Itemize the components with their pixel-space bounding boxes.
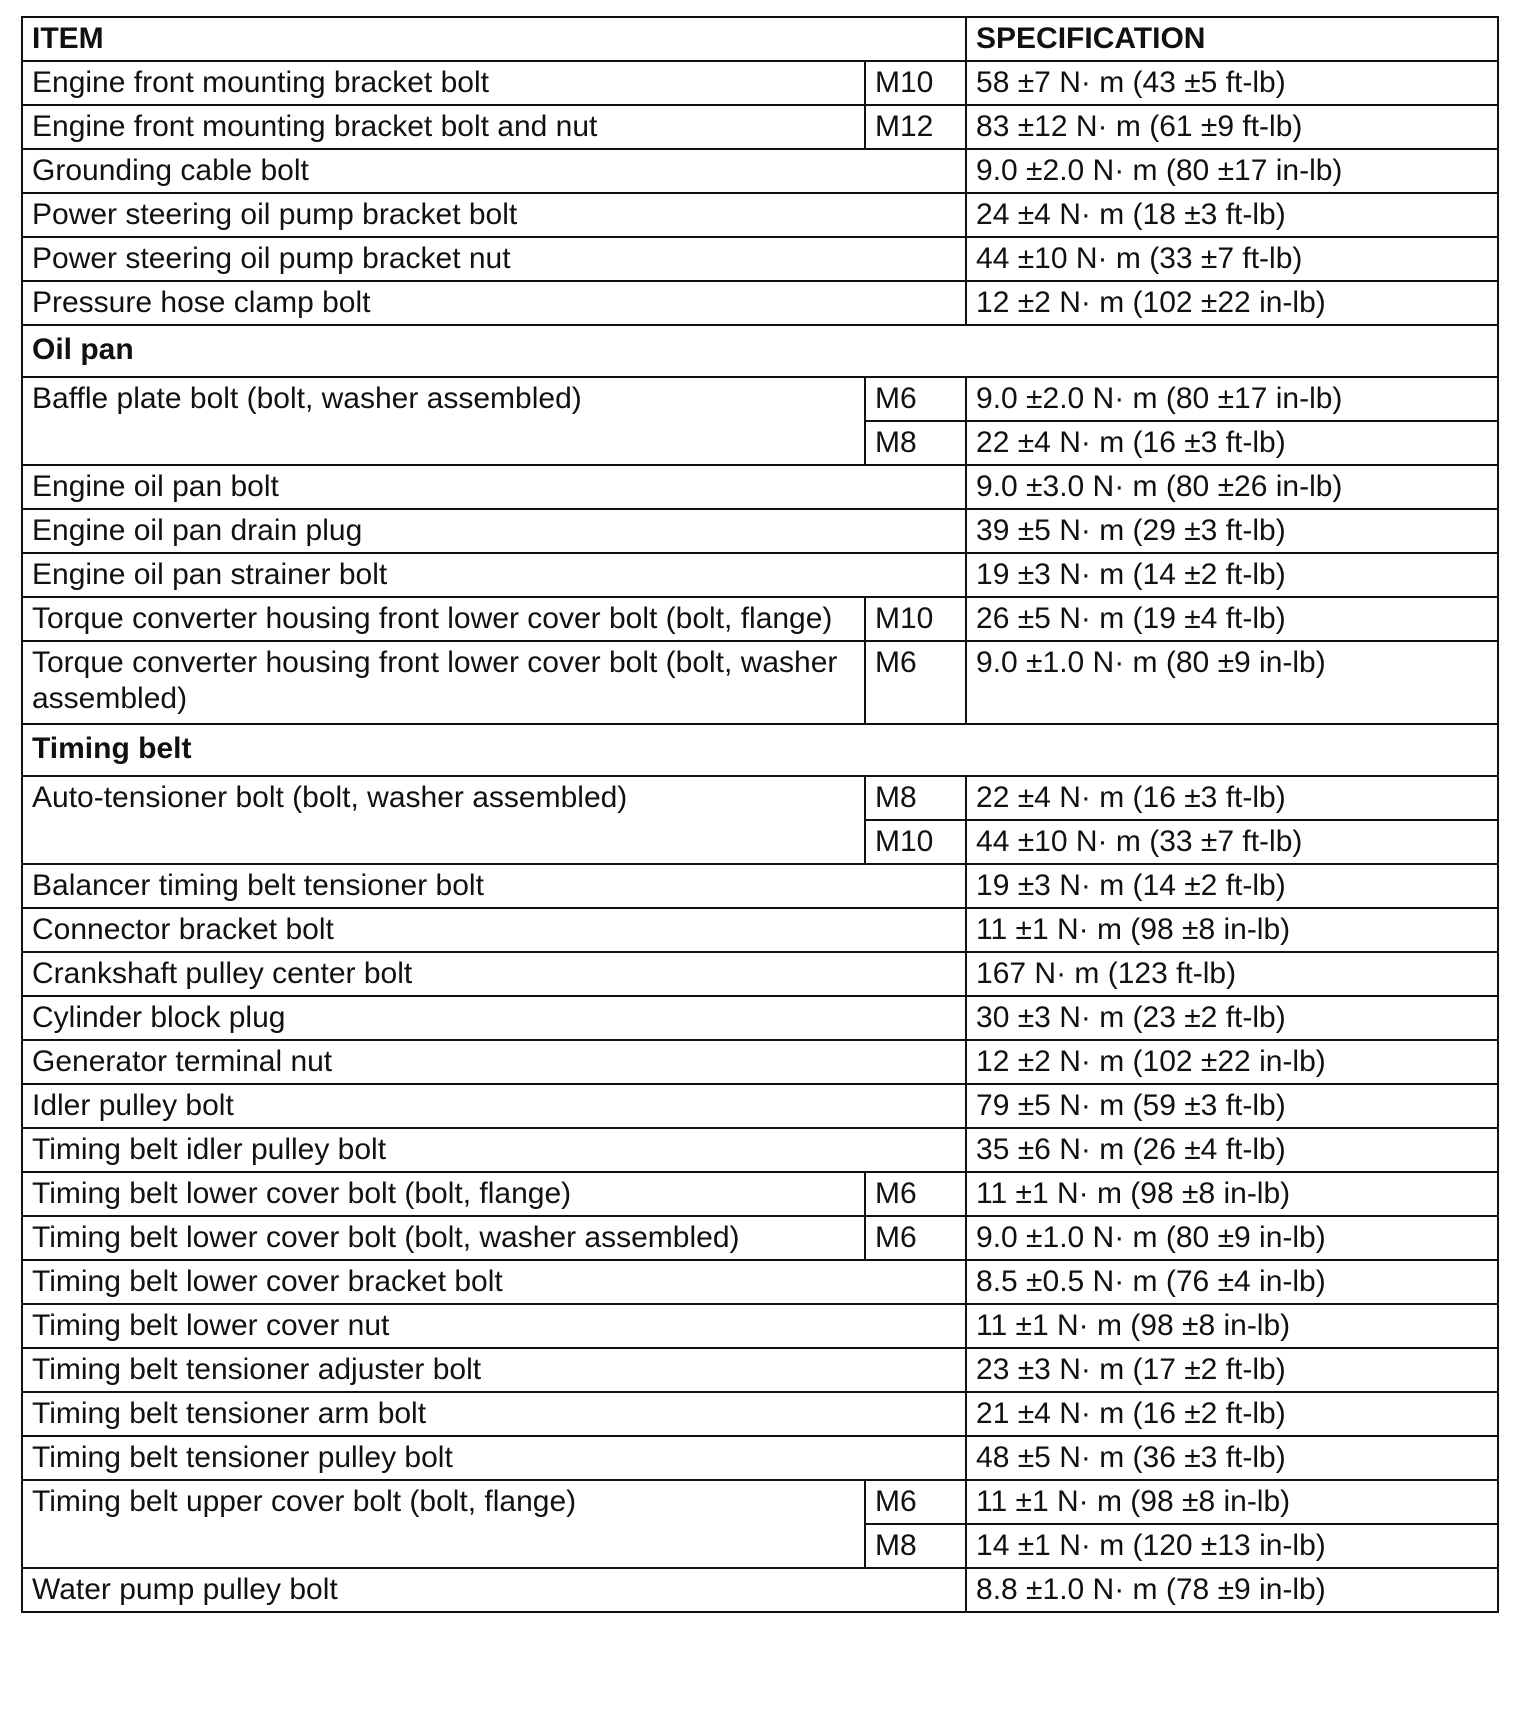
specification-cell: 44 ±10 N· m (33 ±7 ft-lb): [966, 820, 1498, 864]
specification-cell: 39 ±5 N· m (29 ±3 ft-lb): [966, 509, 1498, 553]
specification-cell: 21 ±4 N· m (16 ±2 ft-lb): [966, 1392, 1498, 1436]
section-row: [22, 325, 1498, 377]
specification-cell: 9.0 ±1.0 N· m (80 ±9 in-lb): [966, 641, 1498, 724]
item-cell: Power steering oil pump bracket nut: [22, 237, 966, 281]
bolt-size-cell: M6: [865, 641, 966, 724]
item-cell: Torque converter housing front lower cover bolt (bolt, flange): [22, 597, 865, 641]
specification-cell: 14 ±1 N· m (120 ±13 in-lb): [966, 1524, 1498, 1568]
specification-cell: 8.8 ±1.0 N· m (78 ±9 in-lb): [966, 1568, 1498, 1612]
bolt-size-cell: M8: [865, 776, 966, 820]
table-row: [22, 1304, 1498, 1348]
table-row: [22, 1348, 1498, 1392]
bolt-size-cell: M10: [865, 597, 966, 641]
item-cell: Engine oil pan strainer bolt: [22, 553, 966, 597]
table-row: [22, 1172, 1498, 1216]
specification-cell: 9.0 ±2.0 N· m (80 ±17 in-lb): [966, 149, 1498, 193]
specification-cell: 35 ±6 N· m (26 ±4 ft-lb): [966, 1128, 1498, 1172]
column-header-item: ITEM: [22, 17, 966, 61]
item-cell: Auto-tensioner bolt (bolt, washer assembled): [22, 776, 865, 864]
table-header-row: [22, 17, 1498, 61]
item-cell: Timing belt tensioner pulley bolt: [22, 1436, 966, 1480]
bolt-size-cell: M6: [865, 1480, 966, 1524]
item-cell: Crankshaft pulley center bolt: [22, 952, 966, 996]
item-cell: Timing belt upper cover bolt (bolt, flange): [22, 1480, 865, 1568]
specification-cell: 24 ±4 N· m (18 ±3 ft-lb): [966, 193, 1498, 237]
item-cell: Generator terminal nut: [22, 1040, 966, 1084]
item-cell: Engine front mounting bracket bolt and nut: [22, 105, 865, 149]
section-title: Timing belt: [22, 724, 1498, 776]
item-cell: Cylinder block plug: [22, 996, 966, 1040]
table-row: [22, 105, 1498, 149]
table-row: [22, 908, 1498, 952]
table-row: [22, 1216, 1498, 1260]
table-row: [22, 1084, 1498, 1128]
bolt-size-cell: M8: [865, 1524, 966, 1568]
bolt-size-cell: M8: [865, 421, 966, 465]
specification-cell: 9.0 ±3.0 N· m (80 ±26 in-lb): [966, 465, 1498, 509]
table-row: [22, 281, 1498, 325]
item-cell: Timing belt lower cover nut: [22, 1304, 966, 1348]
item-cell: Timing belt tensioner adjuster bolt: [22, 1348, 966, 1392]
specification-cell: 12 ±2 N· m (102 ±22 in-lb): [966, 281, 1498, 325]
item-cell: Engine oil pan bolt: [22, 465, 966, 509]
section-title: Oil pan: [22, 325, 1498, 377]
item-cell: Idler pulley bolt: [22, 1084, 966, 1128]
table-row: [22, 641, 1498, 724]
specification-cell: 9.0 ±2.0 N· m (80 ±17 in-lb): [966, 377, 1498, 421]
item-cell: Pressure hose clamp bolt: [22, 281, 966, 325]
table-row: [22, 996, 1498, 1040]
specification-cell: 19 ±3 N· m (14 ±2 ft-lb): [966, 864, 1498, 908]
specification-cell: 83 ±12 N· m (61 ±9 ft-lb): [966, 105, 1498, 149]
item-cell: Water pump pulley bolt: [22, 1568, 966, 1612]
item-cell: Timing belt lower cover bracket bolt: [22, 1260, 966, 1304]
specification-cell: 11 ±1 N· m (98 ±8 in-lb): [966, 1304, 1498, 1348]
item-cell: Engine front mounting bracket bolt: [22, 61, 865, 105]
specification-cell: 44 ±10 N· m (33 ±7 ft-lb): [966, 237, 1498, 281]
table-row: [22, 1568, 1498, 1612]
table-row: [22, 237, 1498, 281]
bolt-size-cell: M6: [865, 377, 966, 421]
item-cell: Torque converter housing front lower cover bolt (bolt, washer assembled): [22, 641, 865, 724]
table-row: [22, 61, 1498, 105]
table-row: [22, 1480, 1498, 1524]
specification-cell: 23 ±3 N· m (17 ±2 ft-lb): [966, 1348, 1498, 1392]
table-row: [22, 1436, 1498, 1480]
specification-cell: 58 ±7 N· m (43 ±5 ft-lb): [966, 61, 1498, 105]
table-row: [22, 553, 1498, 597]
bolt-size-cell: M12: [865, 105, 966, 149]
item-cell: Timing belt tensioner arm bolt: [22, 1392, 966, 1436]
specification-cell: 30 ±3 N· m (23 ±2 ft-lb): [966, 996, 1498, 1040]
specification-cell: 11 ±1 N· m (98 ±8 in-lb): [966, 908, 1498, 952]
section-row: [22, 724, 1498, 776]
table-row: [22, 1040, 1498, 1084]
item-cell: Baffle plate bolt (bolt, washer assembled): [22, 377, 865, 465]
table-row: [22, 193, 1498, 237]
specification-cell: 11 ±1 N· m (98 ±8 in-lb): [966, 1480, 1498, 1524]
table-row: [22, 149, 1498, 193]
bolt-size-cell: M6: [865, 1216, 966, 1260]
specification-cell: 79 ±5 N· m (59 ±3 ft-lb): [966, 1084, 1498, 1128]
table-row: [22, 1392, 1498, 1436]
table-row: [22, 952, 1498, 996]
torque-spec-table: [21, 16, 1499, 1613]
specification-cell: 12 ±2 N· m (102 ±22 in-lb): [966, 1040, 1498, 1084]
item-cell: Timing belt lower cover bolt (bolt, washer assembled): [22, 1216, 865, 1260]
item-cell: Balancer timing belt tensioner bolt: [22, 864, 966, 908]
specification-cell: 48 ±5 N· m (36 ±3 ft-lb): [966, 1436, 1498, 1480]
specification-cell: 22 ±4 N· m (16 ±3 ft-lb): [966, 776, 1498, 820]
item-cell: Timing belt idler pulley bolt: [22, 1128, 966, 1172]
item-cell: Power steering oil pump bracket bolt: [22, 193, 966, 237]
table-row: [22, 1260, 1498, 1304]
table-body: [22, 61, 1498, 1612]
specification-cell: 8.5 ±0.5 N· m (76 ±4 in-lb): [966, 1260, 1498, 1304]
bolt-size-cell: M10: [865, 820, 966, 864]
specification-cell: 22 ±4 N· m (16 ±3 ft-lb): [966, 421, 1498, 465]
item-cell: Engine oil pan drain plug: [22, 509, 966, 553]
specification-cell: 11 ±1 N· m (98 ±8 in-lb): [966, 1172, 1498, 1216]
specification-cell: 26 ±5 N· m (19 ±4 ft-lb): [966, 597, 1498, 641]
item-cell: Grounding cable bolt: [22, 149, 966, 193]
specification-cell: 19 ±3 N· m (14 ±2 ft-lb): [966, 553, 1498, 597]
item-cell: Connector bracket bolt: [22, 908, 966, 952]
bolt-size-cell: M10: [865, 61, 966, 105]
table-row: [22, 776, 1498, 820]
specification-cell: 9.0 ±1.0 N· m (80 ±9 in-lb): [966, 1216, 1498, 1260]
specification-cell: 167 N· m (123 ft-lb): [966, 952, 1498, 996]
bolt-size-cell: M6: [865, 1172, 966, 1216]
table-row: [22, 377, 1498, 421]
table-row: [22, 864, 1498, 908]
table-row: [22, 597, 1498, 641]
column-header-specification: SPECIFICATION: [966, 17, 1498, 61]
item-cell: Timing belt lower cover bolt (bolt, flange): [22, 1172, 865, 1216]
table-row: [22, 465, 1498, 509]
table-row: [22, 1128, 1498, 1172]
table-row: [22, 509, 1498, 553]
